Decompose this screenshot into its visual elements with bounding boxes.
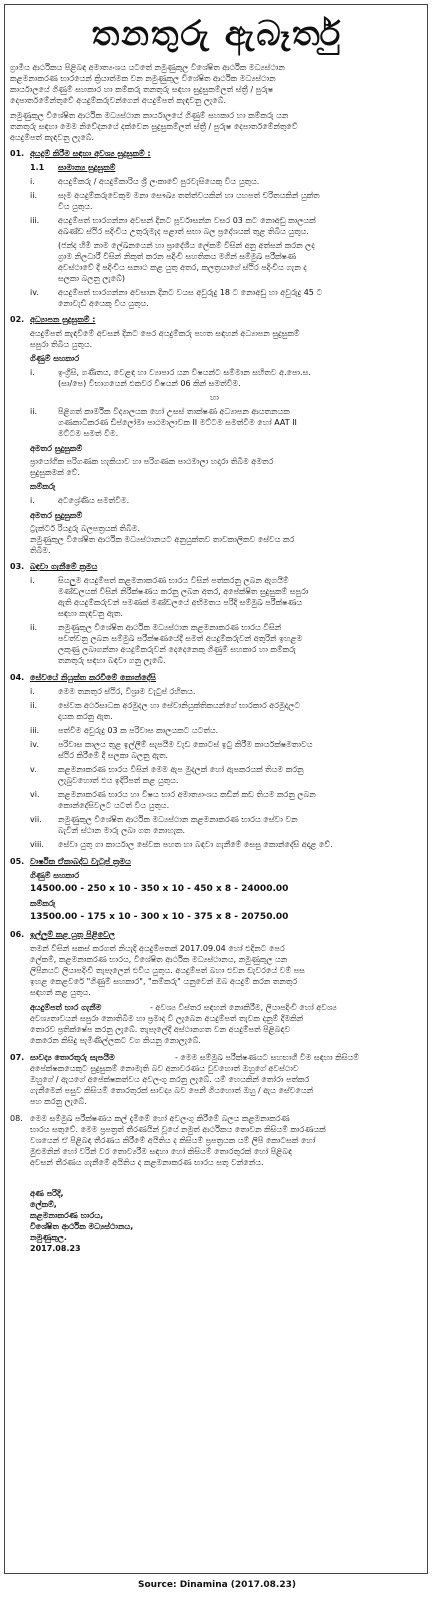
labourer-additional-text: තිබීම.: [30, 546, 51, 555]
rejection-label: අයදුම්පත් භාර ගැනීම: [30, 1003, 102, 1012]
intro-paragraph: දෙපාර්තමේන්තුවේ අයදුම්කරුවන්ගෙන් අයදුම්පත් කැඳවනු ලැබේ.: [10, 96, 227, 105]
eligibility-item: අඛණ්ඩ ස්ථිර පදිංචිය උතුරුමැද පළාත් සභා බල ප්‍රදේශයක් තුළ තිබිය යුතුය.: [58, 227, 309, 236]
intro-paragraph-2: තනතුරු සඳහා මෙම නිවේදනයේ දක්වෙන සුදුසුකම්ලත් ස්ත්‍රී / පුරුෂ දෙපාර්තමේන්තුවේ: [10, 122, 298, 131]
section-authority-number: 08.: [10, 1114, 23, 1123]
eligibility-item: අවස්ථාවේ දී පදිංචිය සනාථ කළ යුතු අතර, කලත්‍රයාගේ ස්ථිර පදිංචිය ගැන ද: [58, 263, 307, 272]
signature-block: අණ පරිදි,: [30, 1189, 64, 1198]
eligibility-item: සලකා බලනු ලැබේ): [58, 274, 126, 283]
application-text: ලිපිනයට ලියාපදිංචි තැපෑලෙන් එවිය යුතුය. අයදුම්පත් බහා එවන ඩැවරයේ වම් පස: [30, 966, 305, 975]
section-education-heading-number: 02.: [10, 315, 25, 324]
false-info-text: - මෙම සම්මුඛ පරීක්ෂණයට සහභාගී වීම සඳහා කිසියම්: [175, 1053, 359, 1062]
condition-item: බැවින් ස්ථාන මාරු ලබා ගත නොහැක.: [58, 826, 186, 835]
intro-paragraph: ග්‍රාමීය ආර්ථිකය පිළිබඳ අමාත්‍යංශය යටතේ නමුණුකුල විශේෂිත ආර්ථික මධ්‍යස්ථාන: [10, 63, 285, 72]
condition-item-number: iii.: [30, 726, 40, 735]
condition-item: පත්වීම අවුරුදු 03 ක පරිවාස කාලයකට යටත්ය.: [58, 726, 219, 735]
labourer-additional-heading: අමතර සුදුසුකම්: [30, 511, 83, 520]
application-text: තමන් විසින් සකස් කරගත් නියැදි අයදුම්පතක් 2017.09.04 හෝ එදිනට පෙර: [30, 944, 285, 953]
accounts-assistant-item: හා: [210, 393, 219, 402]
false-info-text: ඔහුගේ / ඇයගේ අපේක්ෂකත්වය අවලංගු කරනු ලැබේ. යම් හෙයකින් තෝරා පත්කර: [30, 1075, 310, 1084]
additional-qualifications-text: සුදුසුකමක් වේ.: [30, 468, 81, 477]
authority-text: වශයෙන් ඒ පිළිබඳ තීරණය කිරීමේ අයිතිය ද කිසියම් ප්‍රපත්‍රයක යම් ලිපි කොටසක් හෝ: [30, 1136, 316, 1145]
accounts-assistant-item-number: ii.: [30, 407, 37, 416]
intro-paragraph-2: අයදුම්පත් කැඳවනු ලැබේ.: [10, 133, 95, 142]
rejection-text: අවශ්‍යතාවයන් සපුරා නොතිබීම හා ප්‍රමාද වී ලැබෙන අයදුම්පත් තැවක දනුම් දීමකින්: [30, 1014, 304, 1023]
source-credit: Source: Dinamina (2017.08.23): [138, 1580, 296, 1590]
accounts-assistant-heading: ගිණුම් සහකාර: [30, 354, 80, 363]
recruitment-item-number: i.: [30, 576, 35, 585]
application-text: ලේකම්, කළමනාකරණ භාරය, විශේෂිත ආර්ථික මධ්‍යස්ථානය, නමුණුකුල යන: [30, 955, 288, 964]
accounts-assistant-item: පිළිගත් කාර්මික විද්‍යාලයක හෝ උසස් තාක්ෂණ අධ්‍යාපන ආයතනයක: [58, 407, 290, 416]
signature-block: කළමනාකරණ භාරය,: [30, 1211, 104, 1220]
eligibility-item: අයදුම්පත් භාරගන්නා අවසන් දිනට පූර්වාසන්න වසර 03 කට නොඅඩු කාලයක්: [58, 216, 316, 225]
page-title: තනතුරු ඇබෑර්තු: [91, 14, 343, 54]
eligibility-item: සෑම අයදුම්කරුවෙකුම මනා සෞඛ්‍ය තත්ත්වයකින් හා යහපත් චරිතයකින් යුක්ත: [58, 191, 320, 200]
condition-item-number: vii.: [30, 815, 42, 824]
subsection-general-heading: සාමාන්‍ය සුදුසුකම්: [58, 163, 116, 172]
section-salary-heading: වාර්ෂික ඒකාබද්ධ වැටුප් ක්‍රමය: [30, 857, 131, 866]
recruitment-item: තනතුරු සඳහා බඳවා ගනු ලැබේ.: [58, 656, 166, 665]
eligibility-item: (ජන්ද හිමි නාම ලේඛනයෙන් හා ප්‍රාදේශීය ලේකම් විසින් අනු අත්සන් කරන ලද: [58, 241, 315, 250]
eligibility-item-number: ii.: [30, 191, 37, 200]
section-conditions-heading: සේවයේ නියුක්ත කරවීමේ කොන්දේසි: [30, 673, 156, 682]
accounts-assistant-item-number: i.: [30, 368, 35, 377]
education-intro: සපුරා තිබිය යුතුය.: [30, 340, 93, 349]
condition-item: නමුණුකුල විශේෂිත ආර්ථික මධ්‍යස්ථාන කළමනාකරණ භාරය සේවා වන: [58, 815, 298, 824]
condition-item: කළමනාකරණ භාරය විසින් මෙම ඇප මුදලක් හෝ ඇපකරයක් තියම කරනු: [58, 765, 304, 774]
recruitment-item: සියලුම අයදුම්පත් කළමනාකරණ භාරය විසින් පත්කරනු ලබන ඇගයීම්: [58, 576, 289, 585]
eligibility-item-number: iii.: [30, 216, 40, 225]
section-salary-heading-number: 05.: [10, 857, 25, 866]
eligibility-item-number: i.: [30, 177, 35, 186]
section-education-heading: අධ්‍යාපන සුදුසුකම් :: [30, 315, 96, 324]
condition-item: ලැබුවහොත් එය ඉදිරිපත් කළ යුතුය.: [58, 776, 179, 785]
condition-item: මෙම තනතුර ස්ථිර, විශ්‍රාම වැටුප් රහිතය.: [58, 687, 196, 696]
section-false-info-heading: සාවද්‍ය තොරතුරු සැපයීම: [30, 1053, 115, 1062]
condition-item: ස්ථිර කිරීමේ දී සලකා බලනු ඇත.: [58, 751, 169, 760]
intro-paragraph-2: නමුණුකුල විශේෂිත ආර්ථික මධ්‍යස්ථාන කාර්යාලයේ ගිණුම් සහකාර හා කම්කරු යන: [10, 111, 289, 120]
signature-block: 2017.08.23: [30, 1244, 81, 1253]
authority-text: අවසන් තීරණය ගැනීමේ අයිතිය ද කළමනාකරණ භාරය සතු වන්නේය.: [30, 1158, 264, 1167]
recruitment-item: නමුණුකුල විශේෂිත ආර්ථික මධ්‍යස්ථාන කළමනාකරණ භාරය විසින්: [58, 623, 282, 632]
eligibility-item: නොවැඩි අයෙකු විය යුතුය.: [58, 299, 149, 308]
condition-item: සේවක අර්ථසාධක අරමුදල හා සේවානියුක්තිකයන්ගේ භාරකාර අරමුදලට: [58, 701, 301, 710]
salary-accounts-scale: 14500.00 - 250 x 10 - 350 x 10 - 450 x 8 - 24000.00: [30, 884, 289, 894]
salary-labourer-scale: 13500.00 - 175 x 10 - 300 x 10 - 375 x 8 - 20750.00: [30, 912, 289, 922]
condition-item-number: iv.: [30, 740, 39, 749]
labourer-item: අටශ්‍රේණිය සමත්වීම.: [58, 496, 130, 505]
false-info-text: පහ කරනු ලැබේ.: [30, 1097, 87, 1106]
eligibility-item: අයදුම්කරු / අයදුම්කාරිය ශ්‍රී ලංකාවේ පුරවැසියෙකු විය යුතුය.: [58, 177, 260, 186]
intro-paragraph: කළමනාකරණ භාරයෙන් ක්‍රියාත්මක වන නමුණුකුල විශේෂිත ආර්ථික මධ්‍යස්ථාන: [10, 74, 276, 83]
condition-item: දායක කරනු ඇත.: [58, 712, 113, 721]
accounts-assistant-item: මට්ටම සමත් වීම.: [58, 429, 119, 438]
rejection-text: - අවශ්‍ය විස්තර සඳහන් නොකිරීම, ලියාපදිංචි හෝ අවශ්‍ය: [150, 1003, 337, 1012]
section-recruitment-heading-number: 03.: [10, 562, 25, 571]
section-conditions-heading-number: 04.: [10, 673, 25, 682]
recruitment-item: සඳහා කැඳවනු ඇත.: [58, 609, 123, 618]
signature-block: විශේෂිත ආර්ථික මධ්‍යස්ථානය,: [30, 1222, 134, 1231]
condition-item: පරිවාස කාලය තුළ ඉල්ලීම් සැපයීම වැඩ කොටස් ඉටු කිරීම කාර්යක්ෂමතාවය: [58, 740, 313, 749]
condition-item-number: vi.: [30, 790, 40, 799]
authority-text: භාරය සතුවේ. මෙම ප්‍රපත්‍රත් තීරණයින් වූයේ නමුත් ආර්ථිකය තොවන කිසියම් කාරණයක්: [30, 1125, 326, 1134]
eligibility-item: අයදුම්පත් භාරගන්නා අවසාන දිනට වයස අවුරුදු 18 ට නොඅඩු හා අවුරුදු 45 ට: [58, 288, 323, 297]
eligibility-item: ග්‍රාම නිලධාරී විසින් නිකුත් කරන පදිංචි සහතිකය මගින් සම්මුඛ පරීක්ෂණ: [58, 252, 296, 261]
condition-item: කළමනාකරණ භාරය හා විෂය භාර අමාත්‍යාංශය කඩින් කඩ තියම කරනු ලබන: [58, 790, 316, 799]
recruitment-item: පවත්වනු ලබන සම්මුඛ පරීක්ෂණයේදී සමත් අයදුම්කරුවන් අතුරින් ඉහළම: [58, 634, 303, 643]
recruitment-item: මණ්ඩලයක් විසින් නිරීක්ෂණය කරනු ලබන අතර, අපේක්ෂිත සුදුසුකම් සපුරා: [58, 587, 309, 596]
subsection-number: 1.1: [30, 163, 45, 172]
section-eligibility-heading-number: 01.: [10, 149, 25, 158]
condition-item-number: ii.: [30, 701, 37, 710]
application-text: සඳහන් කළ යුතුය.: [30, 988, 91, 997]
section-application-heading-number: 06.: [10, 930, 25, 939]
condition-item-number: i.: [30, 687, 35, 696]
salary-accounts-heading: ගිණුම් සහකාර: [30, 871, 80, 880]
rejection-text: තොරව ප්‍රතික්ෂේප කරනු ලැබේ. තැපෑලේදී අස්ථානගත වන අයදුම්පත් පිළිබඳව: [30, 1025, 291, 1034]
section-application-heading: ඉල්ලුම් කළ යුතු පිළිවෙල: [30, 930, 115, 939]
signature-block: නමුණුකුල.: [30, 1233, 67, 1242]
application-text: ඉහළ කෙළවරේ "ගිණුම් සහකාර", "කම්කරු" යනුවෙන් ඔබ අයදුම් කරන තනතුර: [30, 977, 298, 986]
condition-item: කොන්දේසිවලට යටත් විය යුතුය.: [58, 801, 170, 810]
salary-labourer-heading: කම්කරු: [30, 899, 56, 908]
condition-item-number: v.: [30, 765, 37, 774]
labourer-additional-text: නමුණුකුල විශේෂිත ආර්ථික මධ්‍යස්ථානයට අනුයුක්තව තාවකාලිකව සේවය කර: [30, 535, 295, 544]
authority-text: මුළුමනින් හෝ වරින් වර තොව්‍යරීම සඳහා හෝ කිසියම් තොරතුරක් හෝ පිළිබඳ: [30, 1147, 293, 1156]
condition-item: සේවා යුතු ගා කාර්යාල සේවක පහත හා බඳවා ගැනීමේ සෙසු කොන්දේසි අදාළ වේ.: [58, 840, 333, 849]
education-intro: අයදුම්පත් කැඳවීමේ අවසන් දිනට පෙර අයදුම්කරු පහත සඳහන් අධ්‍යාපන සුදුසුකම්: [30, 329, 300, 338]
signature-block: ලේකම්,: [30, 1200, 57, 1209]
eligibility-item: විය යුතුය.: [58, 202, 93, 211]
accounts-assistant-item: (සා/පෙ) විභාගයෙන් එකවර විෂයන් 06 කින් සමත්වීම.: [58, 379, 241, 388]
labourer-heading: කම්කරු: [30, 482, 56, 491]
rejection-text: කෙරෙන කිසිදු පැමිණිල්ලකට වග කියනු නොලැබේ.: [30, 1036, 201, 1045]
section-recruitment-heading: බඳවා ගැනීමේ ක්‍රමය: [30, 562, 98, 571]
intro-paragraph: කාර්යාලයේ ගිණුම් සහකාර හා කම්කරු තනතුරු සඳහා සුදුසුකම්ලත් ස්ත්‍රී / පුරුෂ: [10, 85, 274, 94]
section-false-info-number: 07.: [10, 1053, 25, 1062]
accounts-assistant-item: ඉංග්‍රීසි, ගණිතය, වෙළඳ හා ව්‍යාපාර යන විෂයන්ට සම්මාන සහිතව අ.පො.ස.: [58, 368, 311, 377]
labourer-item-number: i.: [30, 496, 35, 505]
authority-text: මෙම සම්මුඛ පරීක්ෂණය කල් දැමීමේ හෝ අවලංගු කිරීමේ බලය කළමනාකරණ: [30, 1114, 290, 1123]
condition-item-number: viii.: [30, 840, 44, 849]
recruitment-item: ඇති අයදුම්කරුවන් පමණක් මණ්ඩලයේ අභිමතය පරිදි සම්මුඛ පරීක්ෂණය: [58, 598, 303, 607]
false-info-text: ගැනීමෙන් පසුව කිසියම් තොරතුරක් සාවද්‍ය බව පෙනී ගියහොත් ඔහු / ඇය සේවයෙන්: [30, 1086, 314, 1095]
additional-qualifications-heading: අමතර සුදුසුකම්: [30, 444, 83, 453]
additional-qualifications-text: ප්‍රායෝගික පරිගණක හැකියාව හා පරිගණක පාඨමාලා හදාරා තිබීම අමතර: [30, 457, 274, 466]
recruitment-item-number: ii.: [30, 623, 37, 632]
eligibility-item-number: iv.: [30, 288, 39, 297]
recruitment-item: ලකුණු ලබාගන්නා අයදුම්කරුවන් දෙදෙනෙකු ගිණුම් සහකාර හා කම්කරු: [58, 645, 296, 654]
accounts-assistant-item: ගණකාධිකරණ ඩිප්ලෝමා පාඨමාලාවක II මට්ටම සමත්වීම හෝ AAT II: [58, 418, 297, 427]
section-eligibility-heading: අයදුම් කිරීම සඳහා අවශ්‍ය සුදුසුකම් :: [30, 149, 151, 158]
labourer-additional-text: ට්‍රැක්ටර් රියදුරු බලපත්‍රයක් තිබීම.: [30, 524, 141, 533]
false-info-text: අපේක්ෂකයෙකුට සුදුසුකම් නොමැති බව අනාවරණය වුවහොත් ඔහුගේ අවස්ථාව: [30, 1064, 299, 1073]
